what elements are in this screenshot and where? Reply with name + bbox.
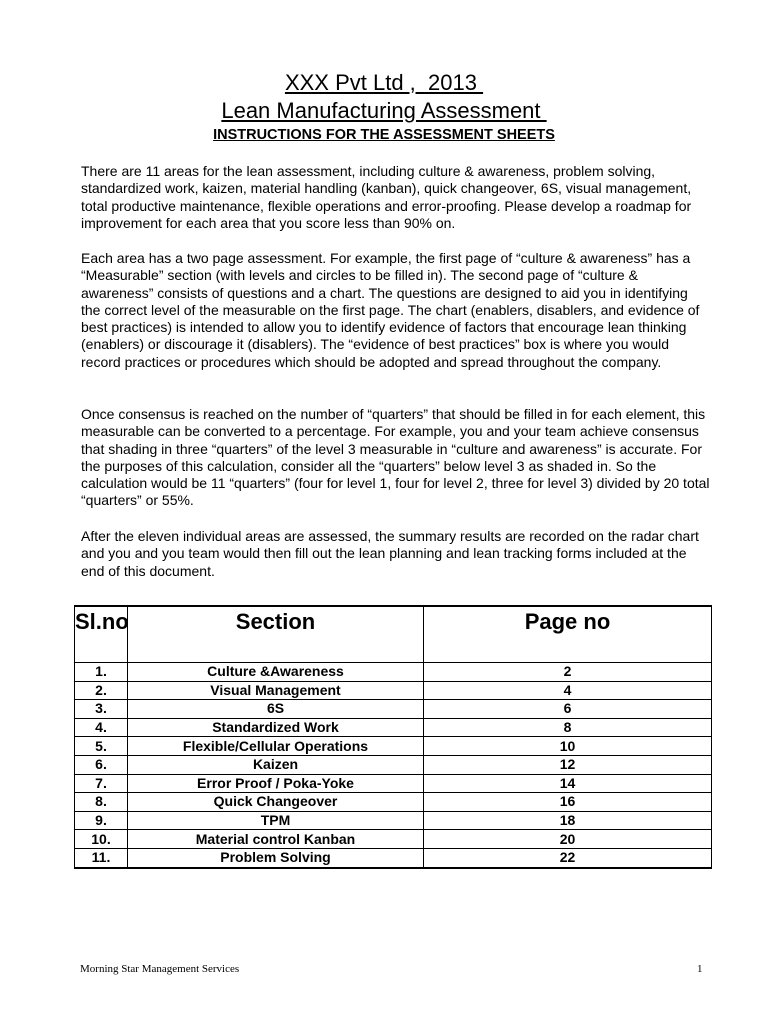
- table-row: [75, 793, 712, 812]
- row-section: Quick Changeover: [128, 793, 424, 812]
- header-section: Section: [128, 606, 424, 663]
- row-section: Standardized Work: [128, 718, 424, 737]
- footer-page-number: 1: [697, 963, 703, 975]
- row-section: Material control Kanban: [128, 830, 424, 849]
- table-row: [75, 755, 712, 774]
- row-section: Visual Management: [128, 681, 424, 700]
- row-number: 2.: [75, 681, 128, 700]
- row-number: 6.: [75, 755, 128, 774]
- row-page: 2: [424, 663, 712, 682]
- row-page: 4: [424, 681, 712, 700]
- document-subject-title: Lean Manufacturing Assessment: [221, 98, 547, 123]
- contents-table: [74, 605, 712, 869]
- row-number: 7.: [75, 774, 128, 793]
- row-number: 3.: [75, 700, 128, 719]
- row-page: 20: [424, 830, 712, 849]
- row-section: Error Proof / Poka-Yoke: [128, 774, 424, 793]
- row-section: Flexible/Cellular Operations: [128, 737, 424, 756]
- table-row: [75, 718, 712, 737]
- table-row: [75, 737, 712, 756]
- row-number: 10.: [75, 830, 128, 849]
- table-row: [75, 681, 712, 700]
- row-section: 6S: [128, 700, 424, 719]
- row-page: 6: [424, 700, 712, 719]
- row-page: 8: [424, 718, 712, 737]
- table-row: [75, 811, 712, 830]
- table-row: [75, 663, 712, 682]
- instructions-heading: INSTRUCTIONS FOR THE ASSESSMENT SHEETS: [213, 127, 555, 143]
- table-row: [75, 774, 712, 793]
- row-page: 16: [424, 793, 712, 812]
- table-row: [75, 830, 712, 849]
- paragraph-summary: After the eleven individual areas are assessed, the summary results are recorded on the radar chart and you and you team would then fill out the lean planning and lean tracking forms included at the end of this document.: [81, 528, 699, 579]
- row-section: Kaizen: [128, 755, 424, 774]
- row-number: 8.: [75, 793, 128, 812]
- header-slno: Sl.no: [75, 606, 128, 663]
- row-section: Problem Solving: [128, 848, 424, 867]
- row-number: 4.: [75, 718, 128, 737]
- row-number: 1.: [75, 663, 128, 682]
- document-title: XXX Pvt Ltd , 2013: [284, 70, 484, 95]
- row-page: 22: [424, 848, 712, 867]
- paragraph-assessment-pages: Each area has a two page assessment. For example, the first page of “culture & awareness” has a “Measurable” section (with levels and circles to be filled in). The second page of “culture & awareness” consists of questions and a chart. The questions are designed to aid you in identifying the correct level of the measurable on the first page. The chart (enablers, disablers, and evidence of best practices) is intended to allow you to identify evidence of factors that encourage lean thinking (enablers) or discourage it (disablers). The “evidence of best practices” box is where you would record practices or procedures which should be adopted and spread throughout the company.: [81, 250, 700, 370]
- row-page: 12: [424, 755, 712, 774]
- header-page-no: Page no: [424, 606, 712, 663]
- paragraph-intro: There are 11 areas for the lean assessment, including culture & awareness, problem solving, standardized work, kaizen, material handling (kanban), quick changeover, 6S, visual management, total productive maintenance, flexible operations and error-proofing. Please develop a roadmap for improvement for each area that you score less than 90% on.: [81, 163, 692, 231]
- table-row: [75, 700, 712, 719]
- row-number: 11.: [75, 848, 128, 867]
- row-page: 18: [424, 811, 712, 830]
- footer-company: Morning Star Management Services: [80, 963, 240, 975]
- paragraph-consensus: Once consensus is reached on the number of “quarters” that should be filled in for each element, this measurable can be converted to a percentage. For example, you and your team achieve consensus that shading in three “quarters” of the level 3 measurable in “culture and awareness” is accurate. For the purposes of this calculation, consider all the “quarters” below level 3 as shaded in. So the calculation would be 11 “quarters” (four for level 1, four for level 2, three for level 3) divided by 20 total “quarters” or 55%.: [81, 406, 710, 509]
- table-row: [75, 848, 712, 867]
- row-page: 10: [424, 737, 712, 756]
- row-number: 5.: [75, 737, 128, 756]
- table-header-row: [75, 606, 712, 663]
- row-page: 14: [424, 774, 712, 793]
- row-number: 9.: [75, 811, 128, 830]
- row-section: TPM: [128, 811, 424, 830]
- row-section: Culture &Awareness: [128, 663, 424, 682]
